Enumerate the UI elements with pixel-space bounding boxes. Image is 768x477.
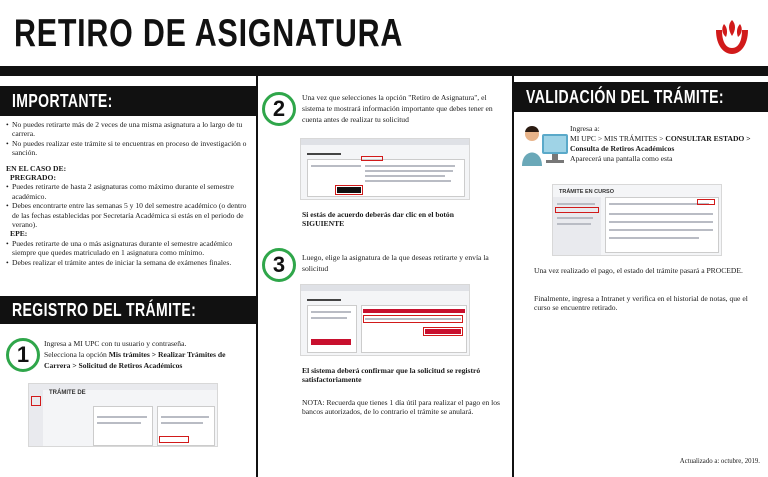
validacion-steps — [570, 124, 764, 164]
step-1-line1: Ingresa a MI UPC con tu usuario y contraseña. — [44, 339, 187, 348]
student-computer-icon — [520, 122, 570, 168]
updated-date: Actualizado a: octubre, 2019. — [679, 458, 760, 465]
importante-text — [6, 120, 252, 267]
screenshot-title: TRÁMITE DE — [49, 390, 86, 396]
list-item: • Puedes retirarte de hasta 2 asignaturas como máximo durante el semestre académico. — [6, 182, 252, 201]
validacion-path: MI UPC > MIS TRÁMITES > CONSULTAR ESTADO > Consulta de Retiros Académicos — [570, 134, 751, 153]
header-divider — [0, 66, 768, 76]
screenshot-elige-asignatura — [300, 284, 470, 356]
section-heading-importante: IMPORTANTE: — [0, 86, 256, 116]
list-item: • No puedes retirarte más de 2 veces de una misma asignatura a lo largo de tu carrera. — [6, 120, 252, 139]
step-2-caption: Si estás de acuerdo deberás dar clic en el botón SIGUIENTE — [302, 210, 454, 229]
upc-logo-icon — [712, 16, 752, 56]
ingresa-label: Ingresa a: — [570, 124, 600, 133]
page-header — [0, 0, 768, 66]
step-1-badge: 1 — [6, 338, 40, 372]
validacion-para2: Finalmente, ingresa a Intranet y verifica en el historial de notas, que el curso se encuentre retirado. — [534, 294, 748, 313]
column-3 — [514, 76, 768, 477]
list-item: • Debes encontrarte entre las semanas 5 y 10 del semestre académico (o dentro de las fechas establecidas por Secretaría Académica si estás en el periodo de verano). — [6, 201, 252, 229]
epe-bullets — [6, 239, 252, 267]
list-item: • No puedes realizar este trámite si te encuentras en proceso de investigación o sanción. — [6, 139, 252, 158]
step-1-line2: Selecciona la opción Mis trámites > Realizar Trámites de Carrera > Solicitud de Retiros Académicos — [44, 350, 226, 370]
list-item: • Debes realizar el trámite antes de iniciar la semana de exámenes finales. — [6, 258, 252, 267]
step-3-text: Luego, elige la asignatura de la que deseas retirarte y envía la solicitud — [302, 253, 489, 273]
validacion-after: Aparecerá una pantalla como esta — [570, 154, 673, 163]
validacion-para1: Una vez realizado el pago, el estado del trámite pasará a PROCEDE. — [534, 266, 743, 275]
column-1 — [0, 76, 256, 477]
step-3-caption: El sistema deberá confirmar que la solicitud se registró satisfactoriamente — [302, 366, 481, 385]
column-2 — [258, 76, 512, 477]
section-heading-validacion: VALIDACIÓN DEL TRÁMITE: — [514, 82, 768, 112]
section-heading-registro: REGISTRO DEL TRÁMITE: — [0, 296, 256, 324]
screenshot-mi-upc — [28, 383, 218, 447]
nota-text: NOTA: Recuerda que tienes 1 día útil para realizar el pago en los bancos autorizados, de lo contrario el trámite se anulará. — [302, 398, 501, 417]
caso-label: EN EL CASO DE: — [6, 163, 67, 173]
page-title: RETIRO DE ASIGNATURA — [14, 12, 404, 55]
screenshot-tramite-en-curso — [552, 184, 722, 256]
screenshot-title: TRÁMITE EN CURSO — [559, 189, 614, 195]
pregrado-label: PREGRADO: — [10, 173, 56, 183]
epe-label: EPE: — [10, 229, 28, 239]
step-2-badge: 2 — [262, 92, 296, 126]
pregrado-bullets — [6, 182, 252, 229]
step-1-text — [44, 338, 252, 371]
step-2-text: Una vez que selecciones la opción "Retiro de Asignatura", el sistema te mostrará información importante que debes tener en cuenta antes de realizar tu solicitud — [302, 93, 493, 124]
screenshot-retiro-info — [300, 138, 470, 200]
list-item: • Puedes retirarte de una o más asignaturas durante el semestre académico siempre que quedes matriculado en 1 asignatura como mínimo. — [6, 239, 252, 258]
importante-bullets — [6, 120, 252, 158]
step-3-badge: 3 — [262, 248, 296, 282]
